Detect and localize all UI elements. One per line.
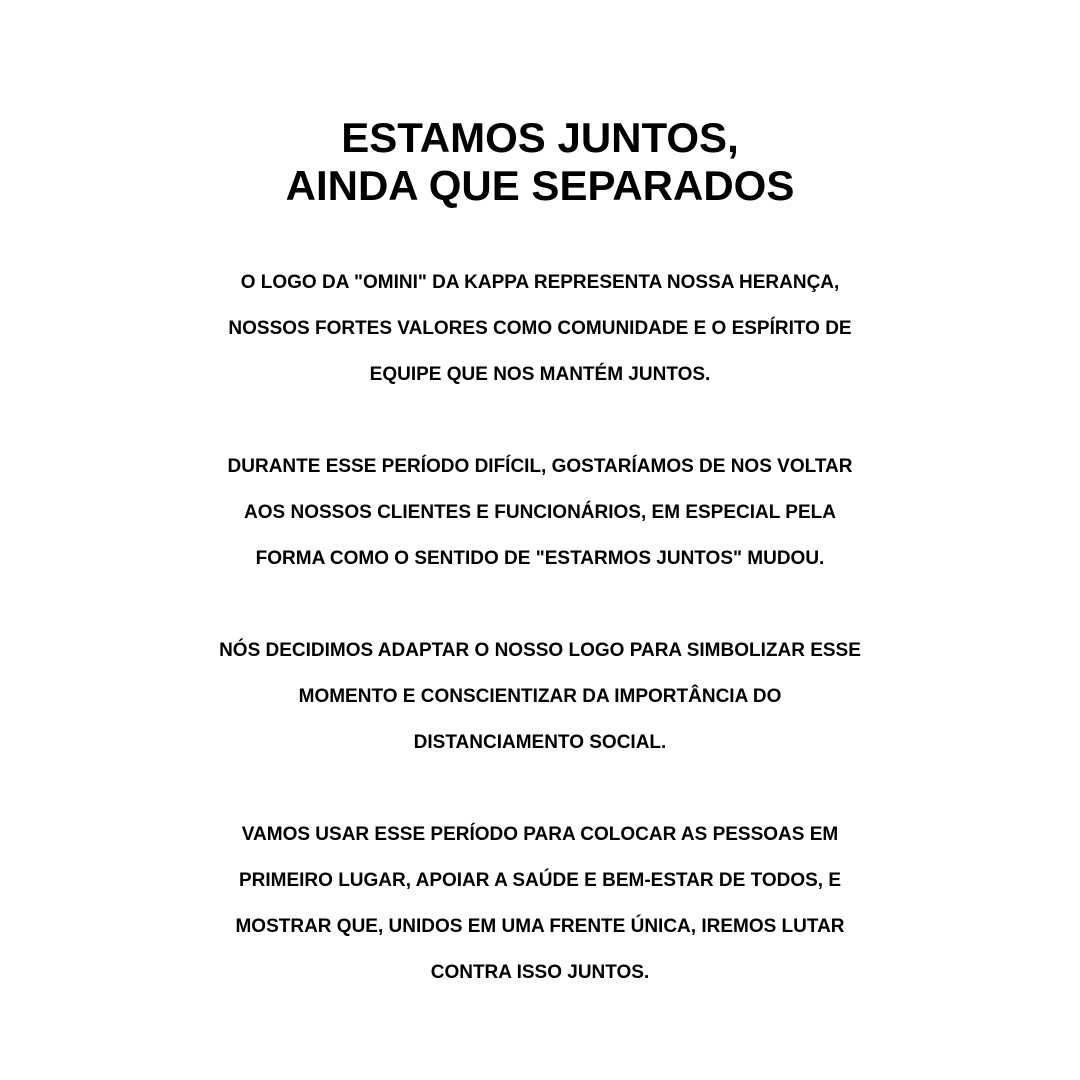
paragraph-line: VAMOS USAR ESSE PERÍODO PARA COLOCAR AS PESSOAS EM (241, 824, 839, 845)
paragraph-heritage (0, 260, 1080, 398)
paragraph-line: DURANTE ESSE PERÍODO DIFÍCIL, GOSTARÍAMOS DE NOS VOLTAR (227, 456, 853, 477)
paragraph-line: EQUIPE QUE NOS MANTÉM JUNTOS. (369, 364, 711, 385)
paragraph-line: AOS NOSSOS CLIENTES E FUNCIONÁRIOS, EM ESPECIAL PELA (244, 502, 836, 523)
title-line-1: ESTAMOS JUNTOS, (341, 114, 739, 161)
paragraph-line: FORMA COMO O SENTIDO DE "ESTARMOS JUNTOS" MUDOU. (255, 548, 825, 569)
paragraph-line: DISTANCIAMENTO SOCIAL. (413, 732, 667, 753)
paragraph-difficult-period (0, 444, 1080, 582)
paragraph-logo-adaptation (0, 628, 1080, 766)
paragraph-line: NOSSOS FORTES VALORES COMO COMUNIDADE E O ESPÍRITO DE (228, 318, 852, 339)
paragraph-line: MOMENTO E CONSCIENTIZAR DA IMPORTÂNCIA DO (298, 686, 782, 707)
paragraph-line: NÓS DECIDIMOS ADAPTAR O NOSSO LOGO PARA SIMBOLIZAR ESSE (219, 640, 861, 661)
title-line-2: AINDA QUE SEPARADOS (285, 162, 795, 209)
paragraph-people-first (0, 812, 1080, 996)
paragraph-line: PRIMEIRO LUGAR, APOIAR A SAÚDE E BEM-ESTAR DE TODOS, E (238, 870, 842, 891)
paragraph-line: MOSTRAR QUE, UNIDOS EM UMA FRENTE ÚNICA, IREMOS LUTAR (235, 916, 845, 937)
page-title (0, 114, 1080, 210)
paragraph-line: CONTRA ISSO JUNTOS. (430, 962, 650, 983)
paragraph-line: O LOGO DA "OMINI" DA KAPPA REPRESENTA NOSSA HERANÇA, (240, 272, 840, 293)
statement-body (0, 260, 1080, 1042)
